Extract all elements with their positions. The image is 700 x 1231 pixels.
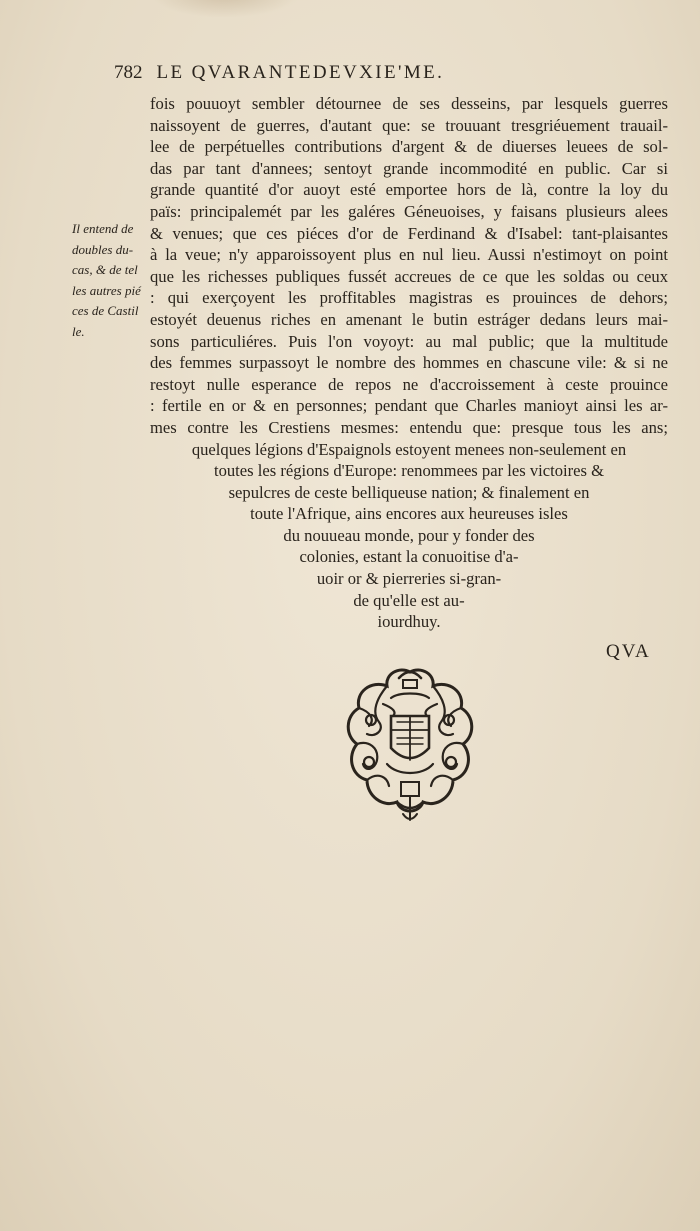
running-title: LE QVARANTEDEVXIE'ME. [156,62,445,83]
text-line: & venues; que ces piéces d'or de Ferdinand & d'Isabel: tant-plaisantes [150,223,668,243]
text-line: lee de perpétuelles contributions d'argent & de diuerses leuees de sol- [150,137,668,157]
margin-note-line: cas, & de tel [72,262,138,277]
text-line: que les richesses publiques fussét accreues de ce que les soldas ou ceux [150,266,668,286]
text-line: iourdhuy. [377,612,441,632]
text-line: fois pouuoyt sembler détournee de ses desseins, par lesquels guerres [150,94,668,113]
text-line: sepulcres de ceste belliqueuse nation; & finalement en [228,482,590,502]
text-line: quelques légions d'Espaignols estoyent menees non-seulement en [191,439,627,459]
running-header [114,62,654,84]
text-line: sons particuliéres. Puis l'on voyoyt: au mal public; que la multitude [150,331,668,351]
margin-note-line: ces de Castil [72,303,139,318]
text-line: toutes les régions d'Europe: renommees par les victoires & [213,461,605,481]
text-line: : fertile en or & en personnes; pendant que Charles manioyt ainsi les ar- [150,396,668,416]
text-line: des femmes surpassoyt le nombre des hommes en chascune vile: & si ne [150,353,668,373]
printers-ornament-icon [341,664,479,826]
text-line: naissoyent de guerres, d'autant que: se trouuant tresgriéuement trauail- [150,115,668,135]
margin-note-line: les autres pié [72,282,141,298]
text-line: das par tant d'annees; sentoyt grande incommodité en public. Car si [150,158,668,178]
margin-note-line: le. [72,323,85,339]
main-text-block [150,93,668,633]
text-line: à la veue; n'y apparoissoyent plus en nul lieu. Aussi n'estimoyt on point [150,245,668,265]
text-line: du nouueau monde, pour y fonder des [283,525,535,545]
text-line: païs: principalemét par les galéres Géneuoises, y faisans plusieurs alees [150,201,668,221]
margin-note-line: doubles du- [72,241,134,257]
text-line: estoyét deuenus riches en amenant le butin estráger dedans leurs mai- [150,309,668,329]
margin-note [72,219,147,342]
page-number: 782 [114,62,143,83]
text-line: : qui exerçoyent les proffitables magistras es prouinces de dehors; [150,288,668,308]
text-line: de qu'elle est au- [353,590,465,610]
text-line: mes contre les Crestiens mesmes: entendu que: presque tous les ans; [150,417,668,437]
catchword: QVA [606,641,651,662]
text-line: uoir or & pierreries si-gran- [316,569,502,589]
text-line: grande quantité d'or auoyt esté emportee hors de là, contre la loy du [150,180,668,200]
paper-stain [150,0,300,18]
text-line: colonies, estant la conuoitise d'a- [299,547,519,567]
margin-note-line: Il entend de [72,221,134,236]
text-line: restoyt nulle esperance de repos ne d'accroissement à ceste prouince [150,374,668,394]
text-line: toute l'Afrique, ains encores aux heureuses isles [250,504,568,524]
